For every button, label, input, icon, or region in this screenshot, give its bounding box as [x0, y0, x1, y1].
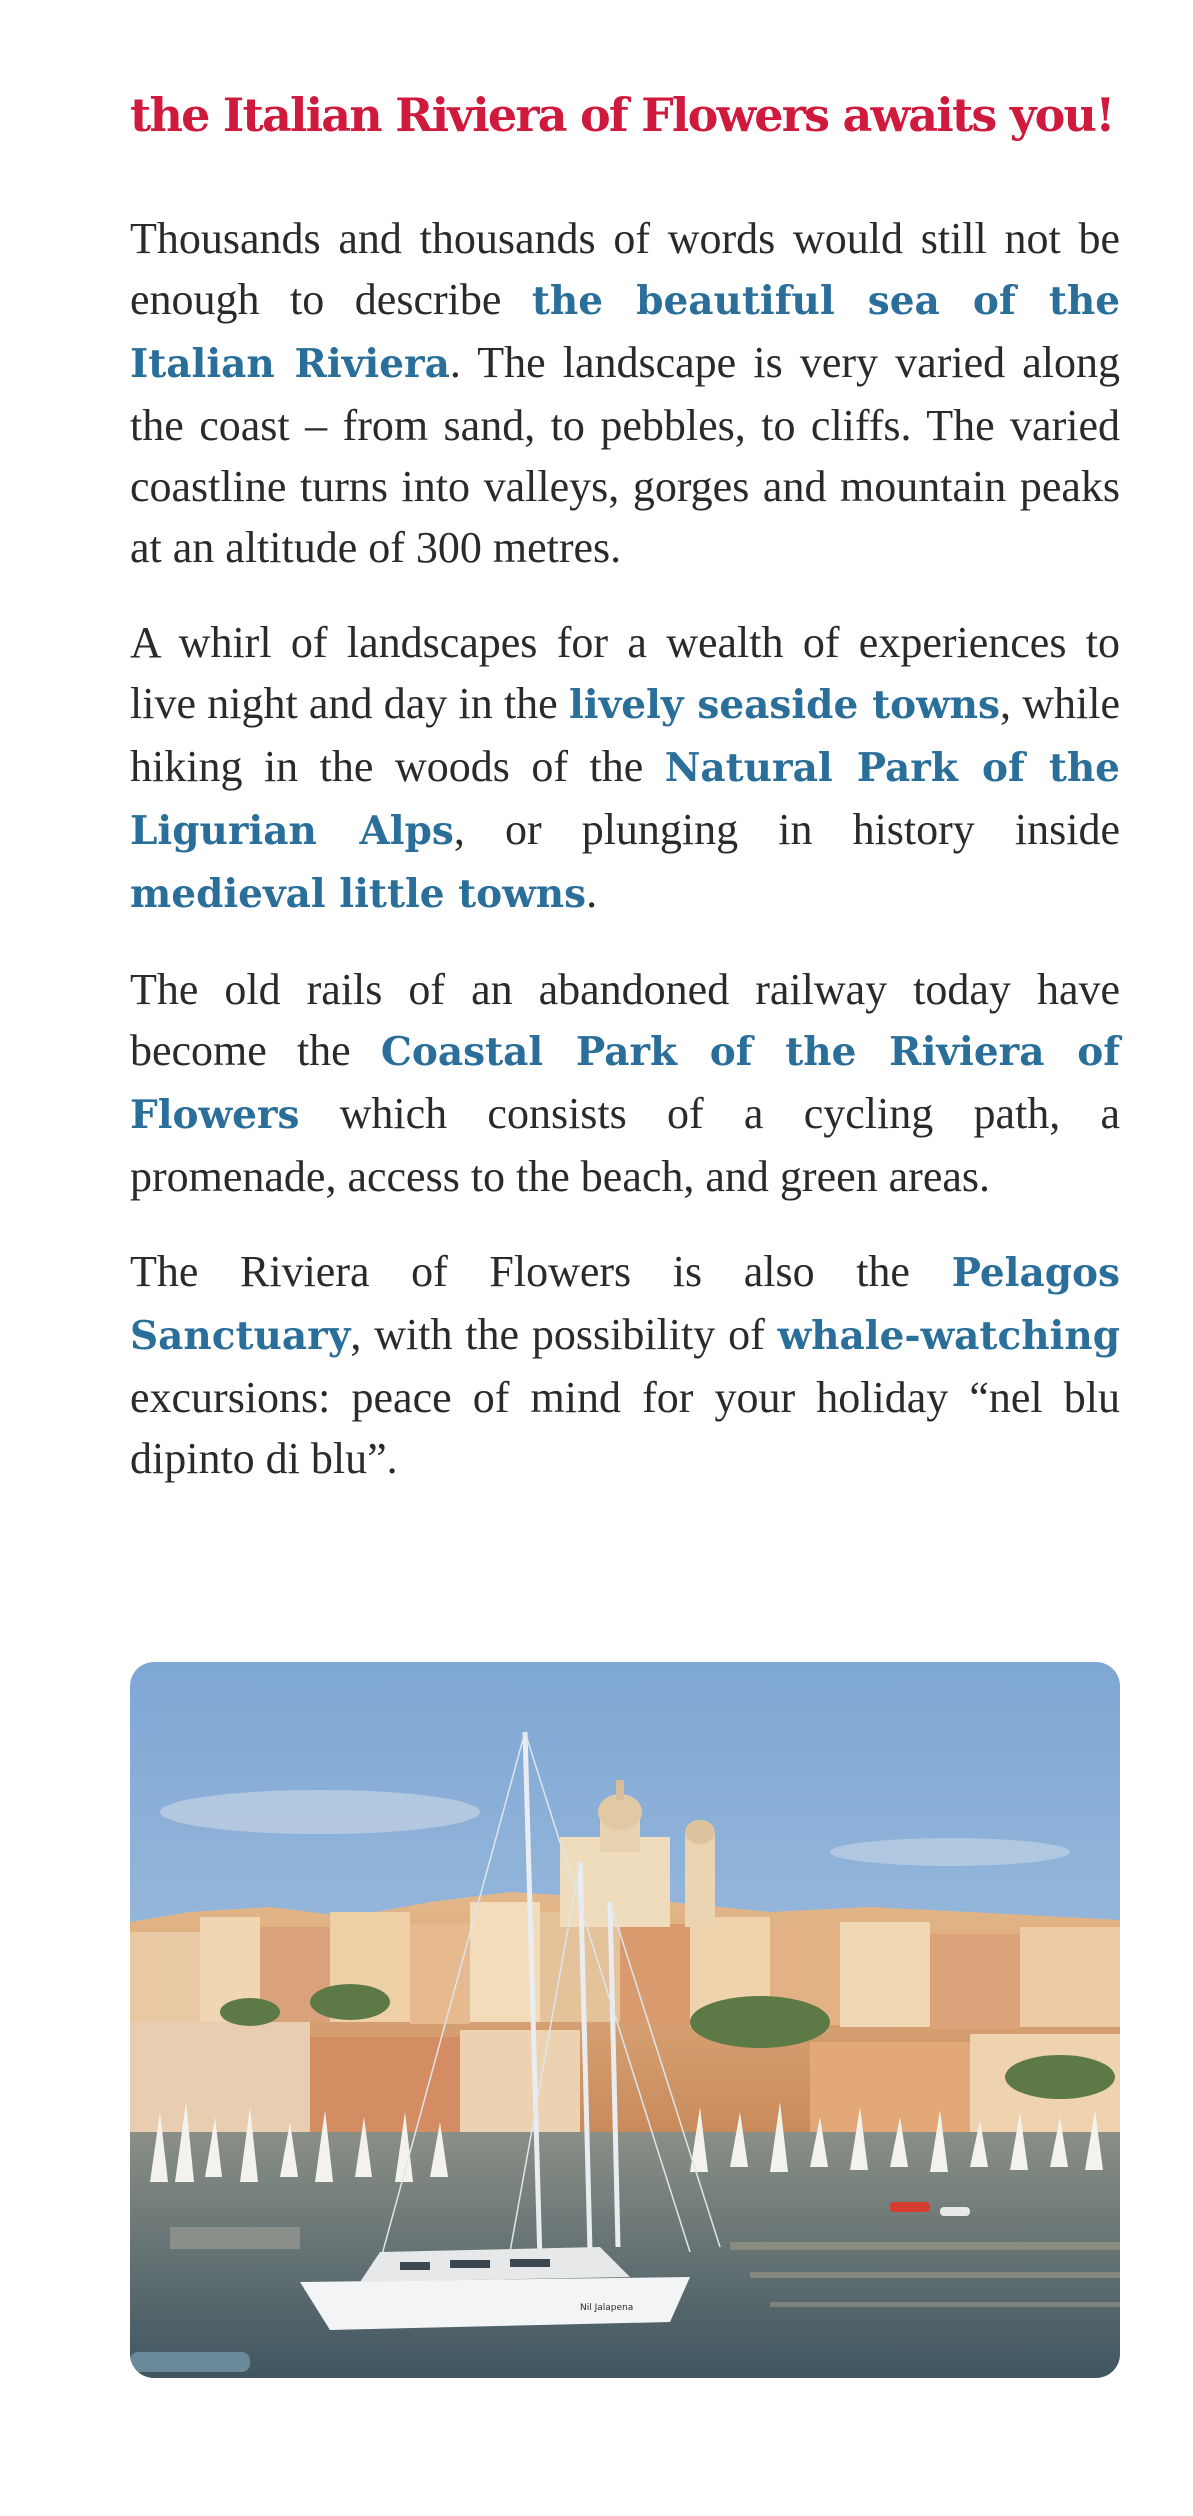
text-run: , while hiking in the woods of the — [130, 679, 1121, 791]
cloud — [160, 1790, 480, 1834]
headline: the Italian Riviera of Flowers awaits you! — [130, 88, 1114, 142]
paragraph-landscapes — [130, 612, 1120, 925]
highlight-pelagos: Pelagos Sanctuary — [130, 1250, 1120, 1359]
highlight-seaside-towns: lively seaside towns — [568, 682, 1000, 728]
cloud — [830, 1838, 1070, 1866]
text-run: The Riviera of Flowers is also the — [130, 1247, 952, 1296]
highlight-whale-watching: whale-watching — [777, 1313, 1120, 1359]
text-run: Thousands and thousands of words would still not be enough to describe — [130, 214, 1120, 324]
body-text — [130, 208, 1120, 1523]
harbour-photo — [130, 1662, 1120, 2378]
paragraph-sea — [130, 208, 1120, 578]
text-run: . The landscape is very varied along the coast – from sand, to pebbles, to cliffs. The varied coastline turns into valleys, gorges and mountain peaks at an altitude of 300 metres. — [130, 338, 1120, 572]
text-run: which consists of a cycling path, a promenade, access to the beach, and green areas. — [130, 1089, 1120, 1201]
text-run: The old rails of an abandoned railway today have become the — [130, 965, 1120, 1075]
text-run: , or plunging in history inside — [453, 805, 1121, 854]
highlight-medieval-towns: medieval little towns — [130, 871, 587, 917]
highlight-coastal-park: Coastal Park of the Riviera of Flowers — [130, 1029, 1120, 1138]
text-run: A whirl of landscapes for a wealth of experiences to live night and day in the — [130, 618, 1120, 728]
highlight-beautiful-sea: the beautiful sea of the Italian Riviera — [130, 278, 1121, 387]
text-run: , with the possibility of — [350, 1310, 778, 1359]
harbour-water — [130, 2132, 1120, 2378]
paragraph-railway — [130, 959, 1120, 1207]
highlight-natural-park: Natural Park of the Ligurian Alps — [130, 745, 1120, 854]
text-run: excursions: peace of mind for your holiday “nel blu dipinto di blu”. — [130, 1373, 1120, 1483]
text-run: . — [586, 868, 598, 917]
paragraph-sanctuary — [130, 1241, 1120, 1489]
harbour-illustration — [130, 1662, 1120, 2378]
boat-lettering: Nil Jalapena — [580, 2303, 634, 2313]
